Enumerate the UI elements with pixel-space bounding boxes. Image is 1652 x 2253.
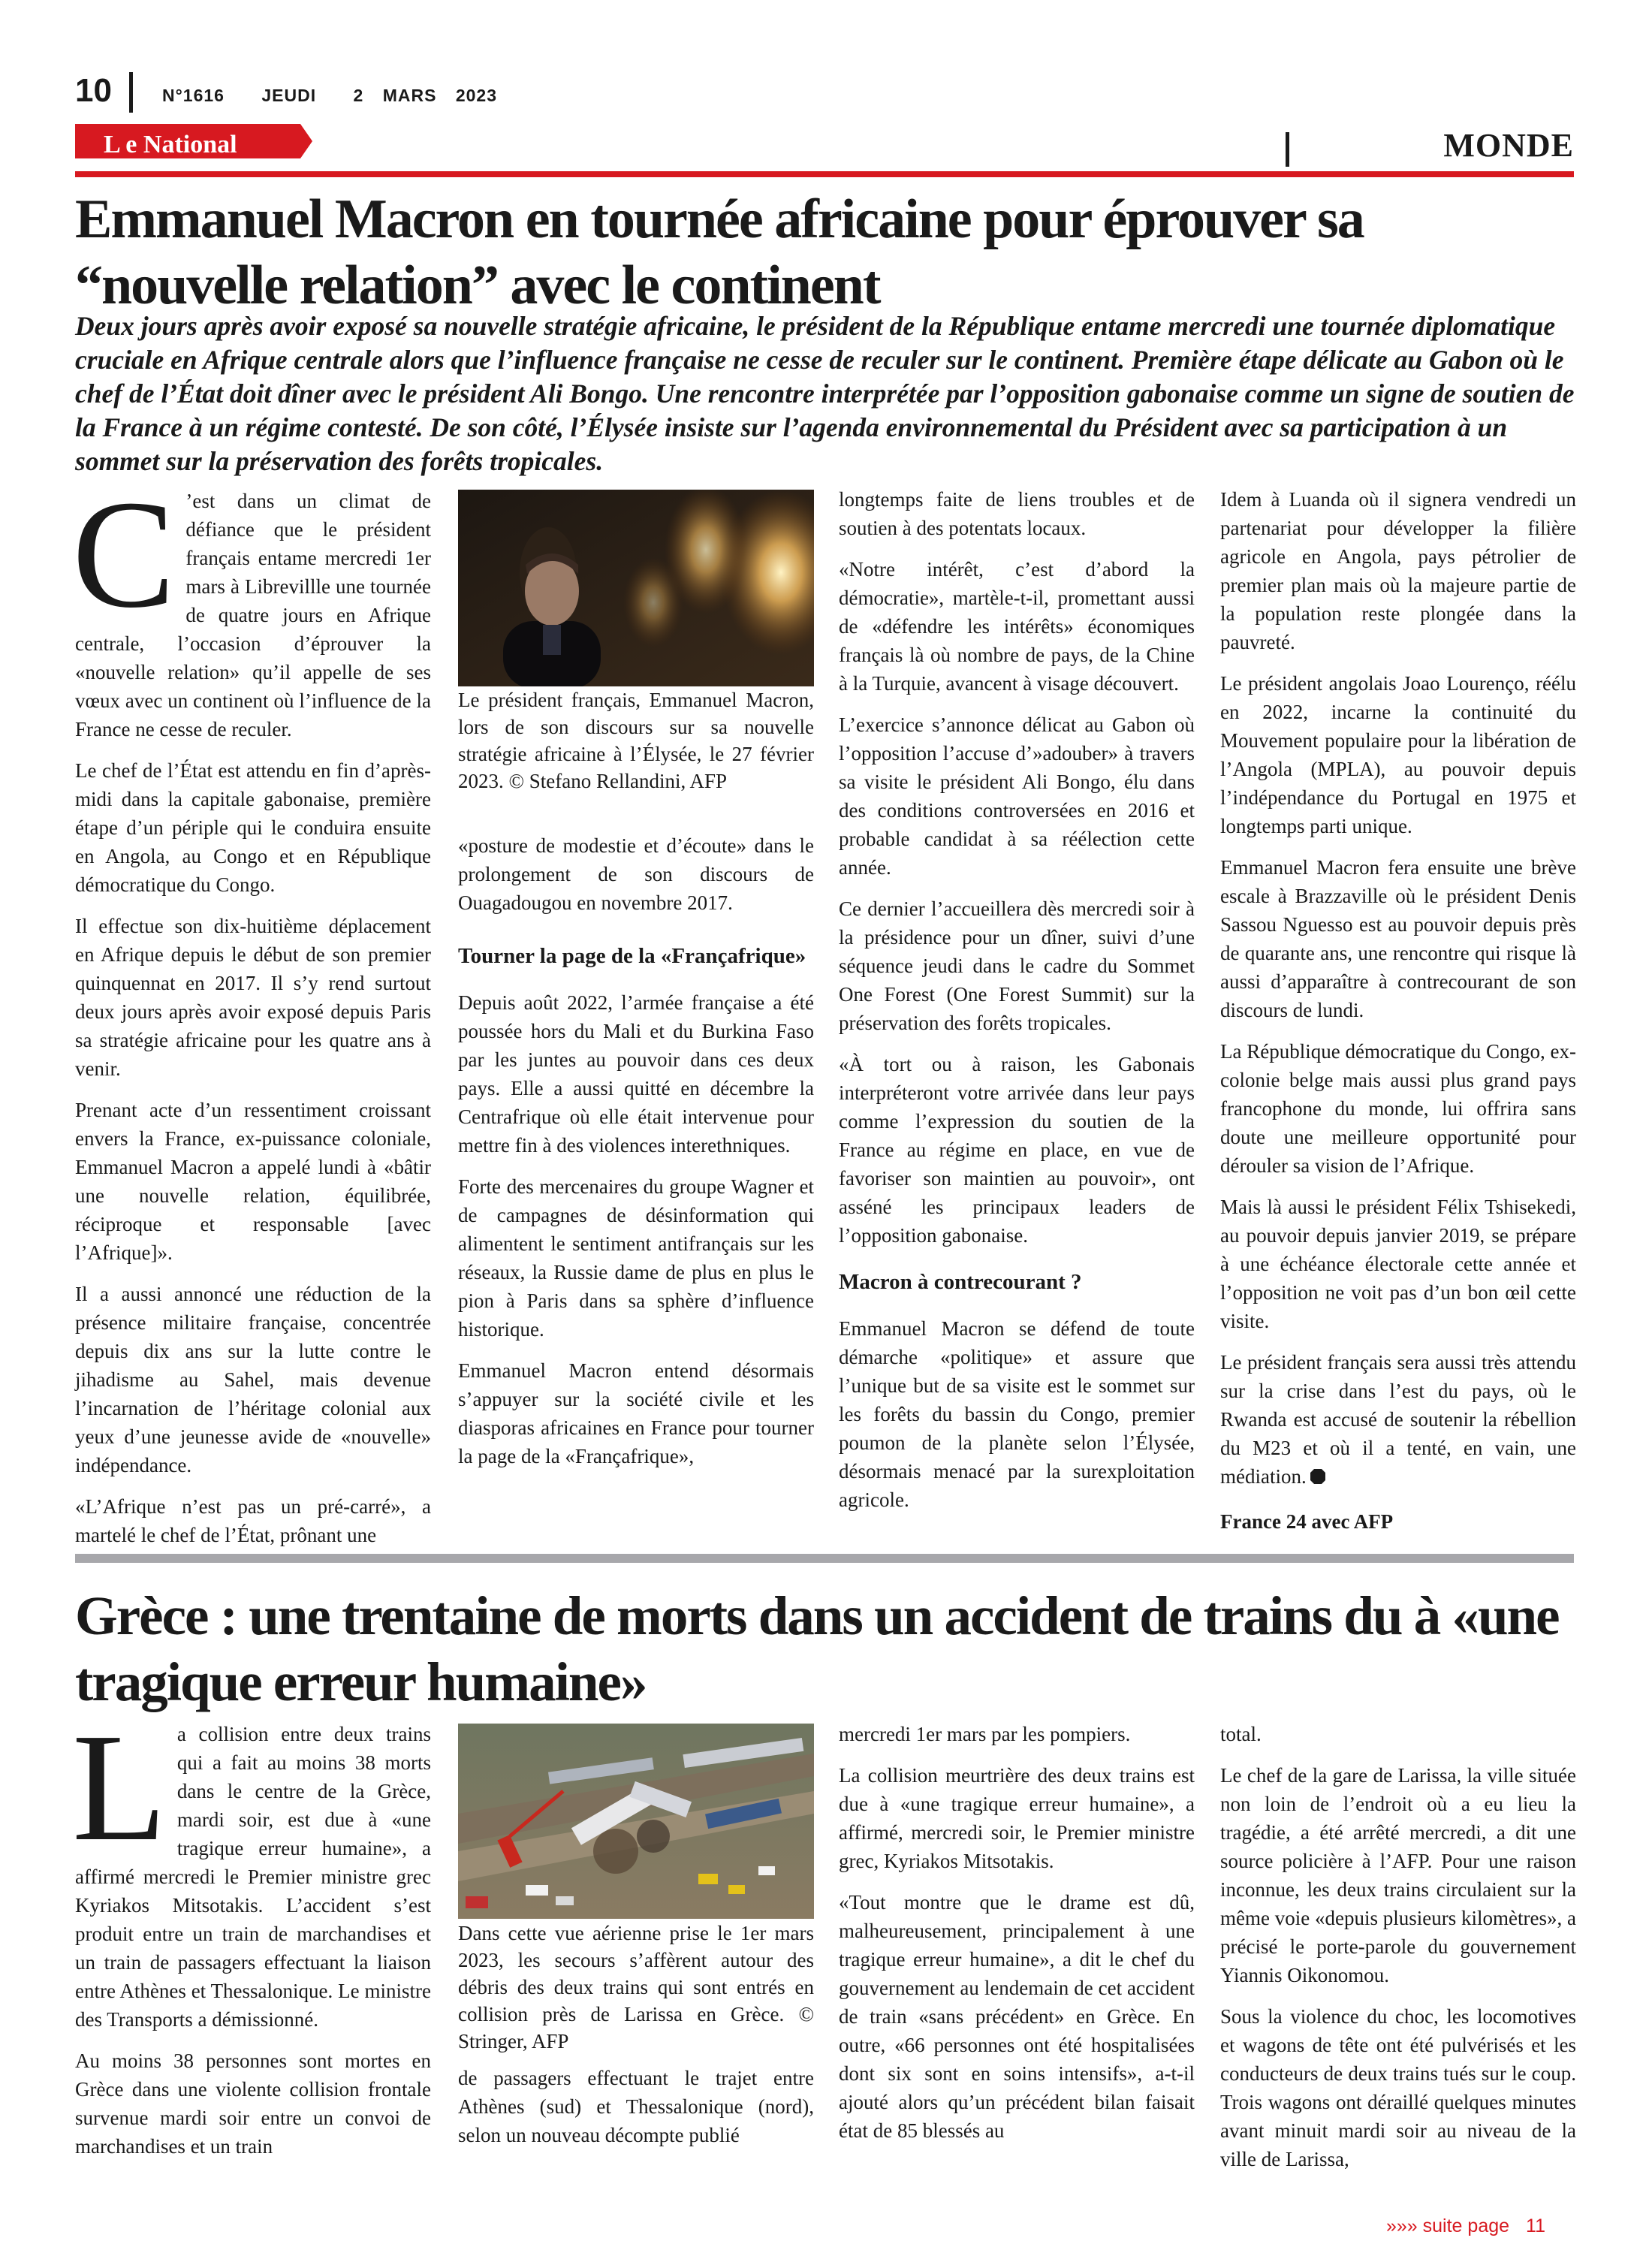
article1-paragraph: «L’Afrique n’est pas un pré-carré», a martelé le chef de l’État, prônant une [75, 1495, 431, 1546]
article1-paragraph: «Notre intérêt, c’est d’abord la démocratie», martèle-t-il, promettant aussi de «défendre les intérêts» économiques français là où nombre de pays, de la Chine à la Turquie, avancent à visage découvert. [839, 558, 1195, 695]
article1-paragraph: «À tort ou à raison, les Gabonais interpréteront votre arrivée dans leur pays comme l’expression du soutien de la France au régime en place, en vue de favoriser son maintien au pouvoir», ont asséné les principaux leaders de l’opposition gabonaise. [839, 1053, 1195, 1247]
article1-paragraph: Forte des mercenaires du groupe Wagner et de campagnes de désinformation qui alimentent le sentiment antifrançais sur les réseaux, la Russie dame de plus en plus le pion à Paris dans sa sphère d’influence historique. [458, 1175, 814, 1341]
article2-paragraph: La collision entre deux trains qui a fait au moins 38 morts dans le centre de la Grèce, mardi soir, est due à «une tragique erreur humaine», a affirmé mercredi le Premier ministre grec Kyriakos Mitsotakis. L’accident s’est produit entre un train de marchandises et un train de passagers effectuant la liaison entre Athènes et Thessalonique. Le ministre des Transports a démissionné. [72, 1701, 431, 2031]
brand-logo-text: L e National [104, 131, 237, 158]
article1-source: France 24 avec AFP [1220, 1510, 1394, 1533]
article2-paragraph: mercredi 1er mars par les pompiers. [839, 1723, 1131, 1745]
article1-paragraph: «posture de modestie et d’écoute» dans le prolongement de son discours de Ouagadougou en novembre 2017. [458, 834, 814, 914]
section-divider [1286, 132, 1289, 167]
article2-column3 [839, 1720, 1195, 2158]
article2-paragraph: Le chef de la gare de Larissa, la ville située non loin de l’endroit où a eu lieu la tragédie, a été arrêté mercredi, a dit une source policière à l’AFP. Pour une raison inconnue, les deux trains circulaient sur la même voie «depuis plusieurs kilomètres», a précisé le porte-parole du gouvernement Yiannis Oikonomou. [1220, 1764, 1576, 1986]
article1-column3 [839, 485, 1195, 1527]
article1-paragraph: Le président français sera aussi très attendu sur la crise dans l’est du pays, où le Rwanda est accusé de soutenir la rébellion du M23 et où il a tenté, en vain, une médiation. [1220, 1351, 1576, 1488]
header-rule [75, 171, 1574, 177]
issue-year: 2023 [455, 86, 497, 105]
article1-lede: Deux jours après avoir exposé sa nouvelle stratégie africaine, le président de la République entame mercredi une tournée diplomatique cruciale en Afrique centrale alors que l’influence française ne cesse de reculer sur le continent. Première étape délicate au Gabon où le chef de l’État doit dîner avec le président Ali Bongo. Une rencontre interprétée par l’opposition gabonaise comme un signe de soutien de la France à un régime contesté. De son côté, l’Élysée insiste sur l’agenda environnemental du Président avec sa participation à un sommet sur la préservation des forêts tropicales. [75, 311, 1575, 476]
continued-on-page[interactable] [1386, 2215, 1545, 2237]
page-number: 10 [75, 72, 112, 109]
article2-paragraph: La collision meurtrière des deux trains est due à «une tragique erreur humaine», a affirmé, mercredi soir, le Premier ministre grec, Kyriakos Mitsotakis. [839, 1764, 1195, 1872]
article2-paragraph: «Tout montre que le drame est dû, malheureusement, principalement à une tragique erreur humaine», a dit le chef du gouvernement au lendemain de cet accident de train «sans précédent» en Grèce. En outre, «66 personnes ont été hospitalisées dont six sont en soins intensifs», a-t-il ajouté alors qu’un précédent bilan faisait état de 85 blessés au [839, 1891, 1195, 2142]
article1-paragraph: L’exercice s’annonce délicat au Gabon où l’opposition l’accuse d’»adouber» à travers sa visite le président Ali Bongo, élu dans des conditions controversées en 2016 et probable candidat à sa réélection cette année. [839, 713, 1195, 879]
article1-paragraph: Emmanuel Macron entend désormais s’appuyer sur la société civile et les diasporas africaines en France pour tourner la page de la «Françafrique», [458, 1359, 814, 1467]
continued-page-number: 11 [1526, 2215, 1545, 2236]
article2-paragraph: Au moins 38 personnes sont mortes en Grèce dans une violente collision frontale survenue mardi soir entre un convoi de marchandises et un train [75, 2049, 431, 2158]
article2-paragraph: Sous la violence du choc, les locomotives et wagons de tête ont été pulvérisés et les conducteurs de deux trains tués sur le coup. Trois wagons ont déraillé quelques minutes avant minuit mardi soir au niveau de la ville de Larissa, [1220, 2005, 1576, 2170]
continued-label: »»» suite page [1386, 2215, 1510, 2236]
issue-month: MARS [382, 86, 437, 105]
article1-photo-macron [458, 490, 814, 686]
article1-column1 [72, 468, 431, 1562]
article1-photo-caption: Le président français, Emmanuel Macron, lors de son discours sur sa nouvelle stratégie africaine à l’Élysée, le 27 février 2023. © Stefano Rellandini, AFP [458, 689, 814, 792]
article1-dropcap: C [72, 468, 176, 640]
article1-paragraph: Le chef de l’État est attendu en fin d’après-midi dans la capitale gabonaise, première étape d’un périple qui le conduira ensuite en Angola, au Congo et en République démocratique du Congo. [75, 759, 431, 896]
article1-paragraph: C ’est dans un climat de défiance que le président français entame mercredi 1er mars à Librevillle une tournée de quatre jours en Afrique centrale, l’occasion d’éprouver la «nouvelle relation» qu’il appelle de ses vœux avec un continent où l’influence de la France ne cesse de reculer. [72, 468, 431, 740]
article1-paragraph: Il effectue son dix-huitième déplacement en Afrique depuis le début de son premier quinquennat en 2017. Il s’y rend surtout deux jours après avoir exposé depuis Paris sa stratégie africaine pour les quatre ans à venir. [75, 915, 431, 1080]
issue-day: 2 [353, 86, 364, 105]
article1-subhead-francafrique: Tourner la page de la «Françafrique» [458, 944, 806, 968]
article1-paragraph: longtemps faite de liens troubles et de soutien à des potentats locaux. [839, 488, 1195, 539]
article2-column1 [72, 1701, 431, 2173]
article1-column2 [458, 831, 814, 1483]
article1-paragraph: La République démocratique du Congo, ex-colonie belge mais aussi plus grand pays francophone du monde, lui offrira sans doute une meilleure opportunité pour dérouler sa vision de l’Afrique. [1220, 1040, 1576, 1177]
page-number-divider [129, 72, 133, 113]
article1-paragraph: Mais là aussi le président Félix Tshisekedi, au pouvoir depuis janvier 2019, se prépare à une échéance électorale cette année et l’opposition ne voit pas d’un bon œil cette visite. [1220, 1196, 1576, 1332]
article1-column4 [1220, 485, 1576, 1504]
issue-number: N°1616 [162, 86, 225, 105]
article2-paragraph: de passagers effectuant le trajet entre Athènes (sud) et Thessalonique (nord), selon un nouveau décompte publié [458, 2067, 814, 2146]
article2-headline: Grèce : une trentaine de morts dans un accident de trains du à «une tragique erreur humaine» [75, 1585, 1559, 1712]
article1-paragraph: Emmanuel Macron se défend de toute démarche «politique» et assure que l’unique but de sa visite est le sommet sur les forêts du bassin du Congo, premier poumon de la planète selon l’Élysée, désormais menacé par la surexploitation agricole. [839, 1317, 1195, 1511]
article2-column2 [458, 2064, 814, 2162]
article1-paragraph: Depuis août 2022, l’armée française a été poussée hors du Mali et du Burkina Faso par les juntes au pouvoir dans ces deux pays. Elle a aussi quitté en décembre la Centrafrique où elle était intervenue pour mettre fin à des violences interethniques. [458, 991, 814, 1157]
article2-paragraph: total. [1220, 1723, 1262, 1745]
article-separator [75, 1554, 1574, 1563]
article1-paragraph: Prenant acte d’un ressentiment croissant envers la France, ex-puissance coloniale, Emmanuel Macron a appelé lundi à «bâtir une nouvelle relation, équilibrée, réciproque et responsable [avec l’Afrique]». [75, 1099, 431, 1264]
article1-headline: Emmanuel Macron en tournée africaine pour éprouver sa “nouvelle relation” avec le continent [75, 189, 1364, 316]
article1-paragraph: Idem à Luanda où il signera vendredi un partenariat pour développer la filière agricole en Angola, pays pétrolier de premier plan mais où la majeure partie de la population reste plongée dans la pauvreté. [1220, 488, 1576, 653]
end-of-article-icon [1310, 1468, 1326, 1485]
issue-weekday: JEUDI [261, 86, 317, 105]
article1-paragraph: Ce dernier l’accueillera dès mercredi soir à la présidence pour un dîner, suivi d’une séquence jeudi dans le cadre du Sommet One Forest (One Forest Summit) sur la préservation des forêts tropicales. [839, 897, 1195, 1034]
article1-paragraph: Il a aussi annoncé une réduction de la présence militaire française, concentrée depuis dix ans sur la lutte contre le jihadisme au Sahel, mais devenue l’incarnation de l’héritage colonial aux yeux d’une jeunesse avide de «nouvelle» indépendance. [75, 1283, 431, 1476]
article2-column4 [1220, 1720, 1576, 2186]
issue-line [162, 86, 529, 106]
article1-paragraph: Emmanuel Macron fera ensuite une brève escale à Brazzaville où le président Denis Sassou Nguesso est au pouvoir depuis près de quarante ans, une rencontre qui risque là aussi d’apparaître à contrecourant de son discours de lundi. [1220, 856, 1576, 1021]
section-label: MONDE [1443, 127, 1574, 164]
article2-dropcap: L [72, 1701, 167, 1873]
article2-photo-caption: Dans cette vue aérienne prise le 1er mars 2023, les secours s’affèrent autour des débris des deux trains qui sont entrés en collision près de Larissa en Grèce. © Stringer, AFP [458, 1922, 814, 2052]
article1-subhead-contrecourant: Macron à contrecourant ? [839, 1270, 1082, 1294]
article2-photo-train-crash [458, 1724, 814, 1919]
article1-paragraph: Le président angolais Joao Lourenço, réélu en 2022, incarne la continuité du Mouvement populaire pour la libération de l’Angola (MPLA), au pouvoir depuis l’indépendance du Portugal en 1975 et longtemps parti unique. [1220, 672, 1576, 837]
